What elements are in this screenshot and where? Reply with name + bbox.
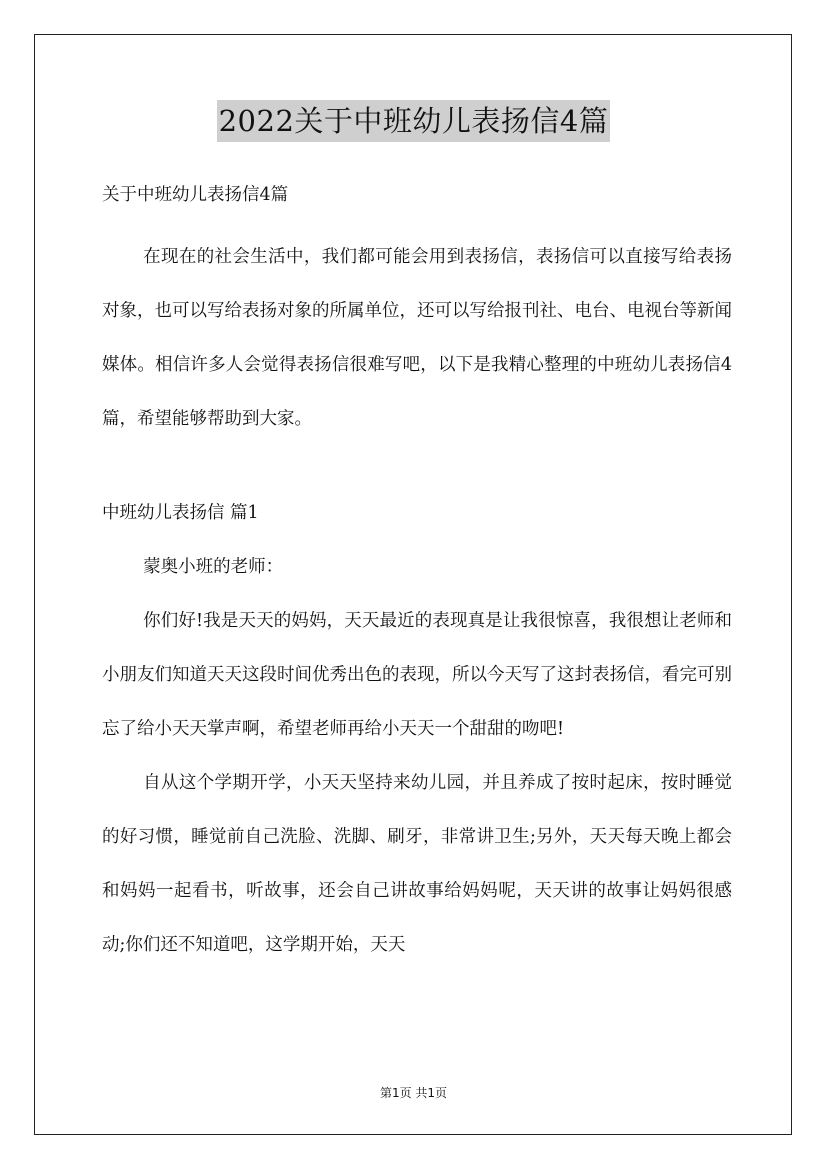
letter-paragraph: 自从这个学期开学，小天天坚持来幼儿园，并且养成了按时起床，按时睡觉的好习惯，睡觉前自己洗脸、洗脚、刷牙，非常讲卫生;另外，天天每天晚上都会和妈妈一起看书，听故事，还会自己讲故事给妈妈呢，天天讲的故事让妈妈很感动;你们还不知道吧，这学期开始，天天 <box>102 773 732 955</box>
letter-salutation: 蒙奥小班的老师： <box>143 557 284 577</box>
document-title: 2022关于中班幼儿表扬信4篇 <box>217 100 611 142</box>
spacer <box>102 214 732 230</box>
title-container <box>0 100 827 142</box>
document-subtitle: 关于中班幼儿表扬信4篇 <box>102 185 289 205</box>
section-heading: 中班幼儿表扬信 篇1 <box>102 503 259 523</box>
page-footer: 第1页 共1页 <box>379 1086 448 1100</box>
document-body <box>102 176 732 972</box>
letter-paragraph: 你们好!我是天天的妈妈，天天最近的表现真是让我很惊喜，我很想让老师和小朋友们知道天天这段时间优秀出色的表现，所以今天写了这封表扬信，看完可别忘了给小天天掌声啊，希望老师再给小天天一个甜甜的吻吧! <box>102 611 732 739</box>
section-spacer <box>102 446 732 486</box>
intro-paragraph: 在现在的社会生活中，我们都可能会用到表扬信，表扬信可以直接写给表扬对象，也可以写给表扬对象的所属单位，还可以写给报刊社、电台、电视台等新闻媒体。相信许多人会觉得表扬信很难写吧，以下是我精心整理的中班幼儿表扬信4篇，希望能够帮助到大家。 <box>102 247 732 429</box>
